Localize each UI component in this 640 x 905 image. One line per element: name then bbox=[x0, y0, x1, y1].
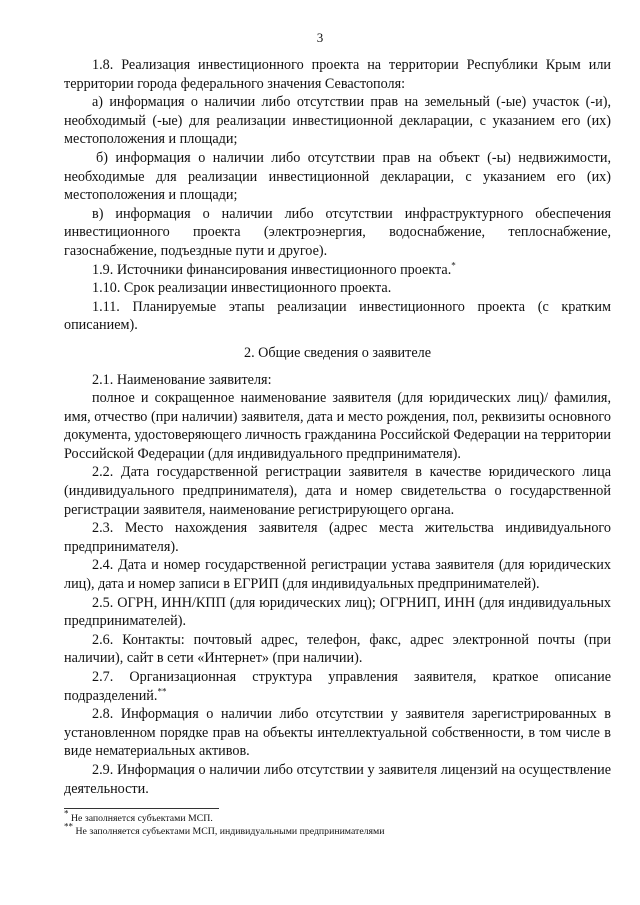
footnote-2-mark: ** bbox=[64, 821, 73, 832]
footnote-1-mark: * bbox=[64, 808, 69, 819]
section-heading: 2. Общие сведения о заявителе bbox=[243, 344, 432, 361]
item-2-4: 2.4. Дата и номер государственной регистрации устава заявителя (для юридических лиц), дата и номер записи в ЕГРИП (для индивидуальных предпринимателей). bbox=[64, 557, 611, 593]
footnote-1 bbox=[64, 808, 611, 825]
item-1-10: 1.10. Срок реализации инвестиционного проекта. bbox=[92, 280, 392, 297]
item-2-2: 2.2. Дата государственной регистрации заявителя в качестве юридического лица (индивидуального предпринимателя), дата и номер свидетельства о государственной регистрации заявителя, наименование регистрирующего органа. bbox=[64, 464, 611, 518]
item-1-8-b: б) информация о наличии либо отсутствии прав на объект (-ы) недвижимости, необходимые для реализации инвестиционной декларации, с указанием его (их) местоположения и площади; bbox=[64, 149, 611, 204]
item-1-8: 1.8. Реализация инвестиционного проекта на территории Республики Крым или территории города федерального значения Севастополя: bbox=[64, 57, 611, 92]
footnotes bbox=[64, 808, 611, 838]
item-2-8: 2.8. Информация о наличии либо отсутствии у заявителя зарегистрированных в установленном порядке прав на объекты интеллектуальной собственности, в том числе в виде нематериальных активов. bbox=[64, 706, 611, 760]
item-1-8-c: в) информация о наличии либо отсутствии инфраструктурного обеспечения инвестиционного проекта (электроэнергия, водоснабжение, теплоснабжение, газоснабжение, подъездные пути и другое). bbox=[64, 205, 611, 259]
item-2-3: 2.3. Место нахождения заявителя (адрес места жительства индивидуального предпринимателя). bbox=[64, 520, 611, 555]
footnote-ref-2: ** bbox=[157, 685, 167, 696]
item-2-7 bbox=[64, 668, 611, 705]
page-number: 3 bbox=[316, 30, 324, 45]
item-1-8-a: а) информация о наличии либо отсутствии прав на земельный (-ые) участок (-и), необходимый (-ые) для реализации инвестиционной декларации, с указанием его (их) местоположения и площади; bbox=[64, 94, 611, 148]
footnote-divider bbox=[64, 808, 219, 809]
item-2-1: 2.1. Наименование заявителя: bbox=[92, 371, 272, 388]
item-2-6: 2.6. Контакты: почтовый адрес, телефон, факс, адрес электронной почты (при наличии), сайт в сети «Интернет» (при наличии). bbox=[64, 631, 611, 667]
document-body bbox=[64, 56, 611, 798]
item-2-1-detail: полное и сокращенное наименование заявителя (для юридических лиц)/ фамилия, имя, отчество (при наличии) заявителя, дата и место рождения, пол, реквизиты основного документа, удостоверяющего личность гражданина Российской Федерации на территории Российской Федерации (для индивидуального предпринимателя). bbox=[64, 390, 611, 462]
footnote-ref-1: * bbox=[451, 259, 456, 270]
item-1-9 bbox=[64, 261, 611, 280]
item-1-11: 1.11. Планируемые этапы реализации инвестиционного проекта (с кратким описанием). bbox=[64, 298, 611, 334]
footnote-2-text: Не заполняется субъектами МСП, индивидуальными предпринимателями bbox=[73, 826, 385, 837]
item-1-9-text: 1.9. Источники финансирования инвестиционного проекта. bbox=[92, 261, 452, 278]
item-2-9: 2.9. Информация о наличии либо отсутствии у заявителя лицензий на осуществление деятельности. bbox=[64, 761, 611, 797]
item-2-7-text: 2.7. Организационная структура управления заявителя, краткое описание подразделений. bbox=[64, 669, 611, 704]
footnote-1-text: Не заполняется субъектами МСП. bbox=[68, 813, 213, 824]
footnote-2 bbox=[64, 821, 611, 838]
item-2-5: 2.5. ОГРН, ИНН/КПП (для юридических лиц); ОГРНИП, ИНН (для индивидуальных предпринимателей). bbox=[64, 594, 611, 630]
